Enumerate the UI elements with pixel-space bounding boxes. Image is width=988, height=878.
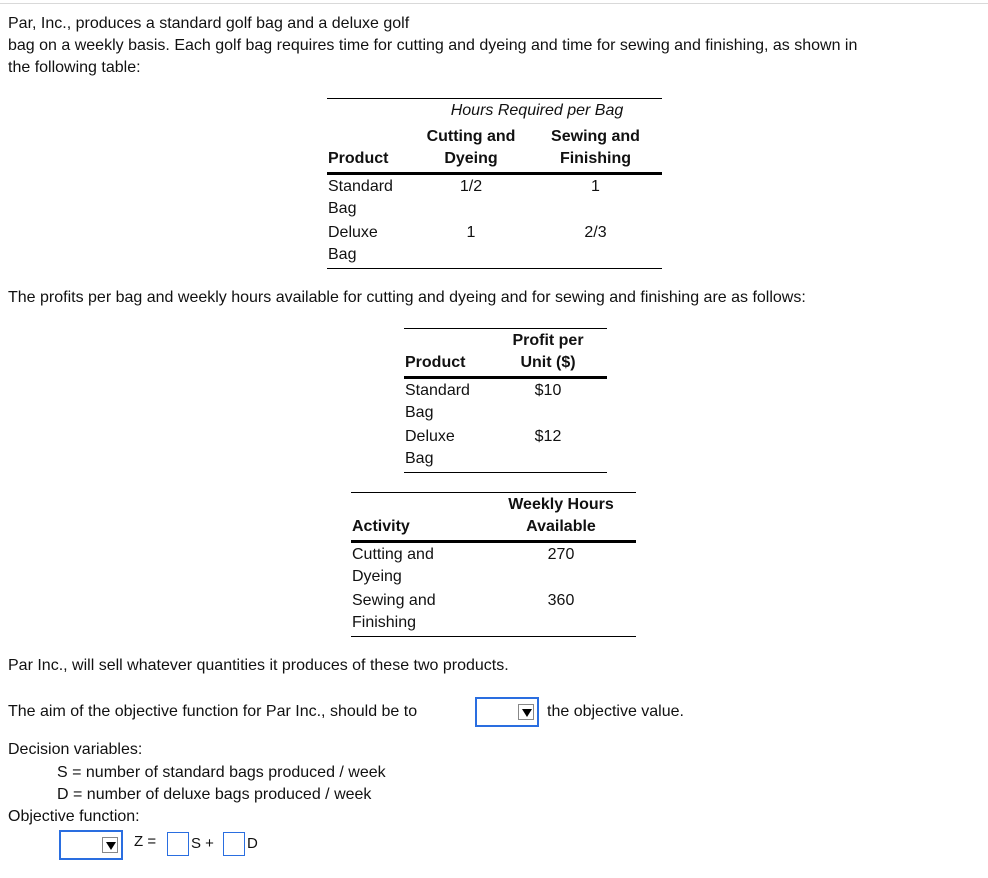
row-activity-2b: Finishing — [352, 614, 417, 631]
aim-text-after: the objective value. — [547, 703, 684, 720]
sell-text: Par Inc., will sell whatever quantities it produces of these two products. — [8, 657, 509, 674]
row-product-2a: Deluxe — [405, 428, 455, 445]
row-profit-1: $10 — [534, 382, 562, 399]
table-rule — [327, 172, 662, 175]
table-rule — [404, 376, 607, 379]
row-profit-2: $12 — [534, 428, 562, 445]
col-header-activity: Activity — [352, 518, 410, 535]
row-activity-1b: Dyeing — [352, 568, 402, 585]
chevron-down-icon[interactable] — [102, 837, 118, 853]
row-product-1b: Bag — [405, 404, 434, 421]
group-header: Hours Required per Bag — [450, 102, 624, 119]
s-definition: S = number of standard bags produced / week — [57, 764, 386, 781]
col-header-hours-1: Weekly Hours — [508, 496, 614, 513]
row-cut-2: 1 — [466, 224, 476, 241]
s-coefficient-input[interactable] — [167, 832, 189, 856]
profits-intro: The profits per bag and weekly hours available for cutting and dyeing and for sewing and finishing are as follows: — [8, 289, 806, 306]
objective-heading: Objective function: — [8, 808, 140, 825]
row-sew-2: 2/3 — [584, 224, 607, 241]
table-rule — [351, 492, 636, 493]
row-product-2b: Bag — [328, 246, 357, 263]
row-sew-1: 1 — [591, 178, 600, 195]
row-hours-1: 270 — [547, 546, 575, 563]
decision-heading: Decision variables: — [8, 741, 143, 758]
col-header-profit-2: Unit ($) — [520, 354, 576, 371]
intro-line-1: Par, Inc., produces a standard golf bag and a deluxe golf — [8, 15, 410, 32]
col-header-product: Product — [328, 150, 389, 167]
d-definition: D = number of deluxe bags produced / week — [57, 786, 372, 803]
table-rule — [327, 268, 662, 269]
col-header-profit-1: Profit per — [512, 332, 584, 349]
objective-dropdown[interactable] — [59, 830, 123, 860]
row-activity-2a: Sewing and — [352, 592, 436, 609]
col-header-sew-1: Sewing and — [551, 128, 640, 145]
table-rule — [404, 472, 607, 473]
row-product-1a: Standard — [405, 382, 470, 399]
z-label: Z = — [134, 833, 157, 850]
table-rule — [351, 540, 636, 543]
row-activity-1a: Cutting and — [352, 546, 434, 563]
d-label: D — [247, 835, 258, 852]
col-header-cut-1: Cutting and — [426, 128, 516, 145]
aim-dropdown[interactable] — [475, 697, 539, 727]
intro-line-2: bag on a weekly basis. Each golf bag requires time for cutting and dyeing and time for sewing and finishing, as shown in — [8, 37, 858, 54]
row-hours-2: 360 — [547, 592, 575, 609]
row-product-1a: Standard — [328, 178, 393, 195]
col-header-hours-2: Available — [526, 518, 596, 535]
d-coefficient-input[interactable] — [223, 832, 245, 856]
aim-text-before: The aim of the objective function for Par Inc., should be to — [8, 703, 418, 720]
table-rule — [404, 328, 607, 329]
intro-line-3: the following table: — [8, 59, 141, 76]
row-product-2a: Deluxe — [328, 224, 378, 241]
col-header-sew-2: Finishing — [559, 150, 632, 167]
table-rule — [327, 98, 662, 99]
row-product-2b: Bag — [405, 450, 434, 467]
top-divider — [0, 3, 988, 4]
row-cut-1: 1/2 — [459, 178, 483, 195]
col-header-cut-2: Dyeing — [444, 150, 498, 167]
row-product-1b: Bag — [328, 200, 357, 217]
chevron-down-icon[interactable] — [518, 704, 534, 720]
col-header-product: Product — [405, 354, 466, 371]
s-plus-label: S + — [191, 835, 214, 852]
table-rule — [351, 636, 636, 637]
